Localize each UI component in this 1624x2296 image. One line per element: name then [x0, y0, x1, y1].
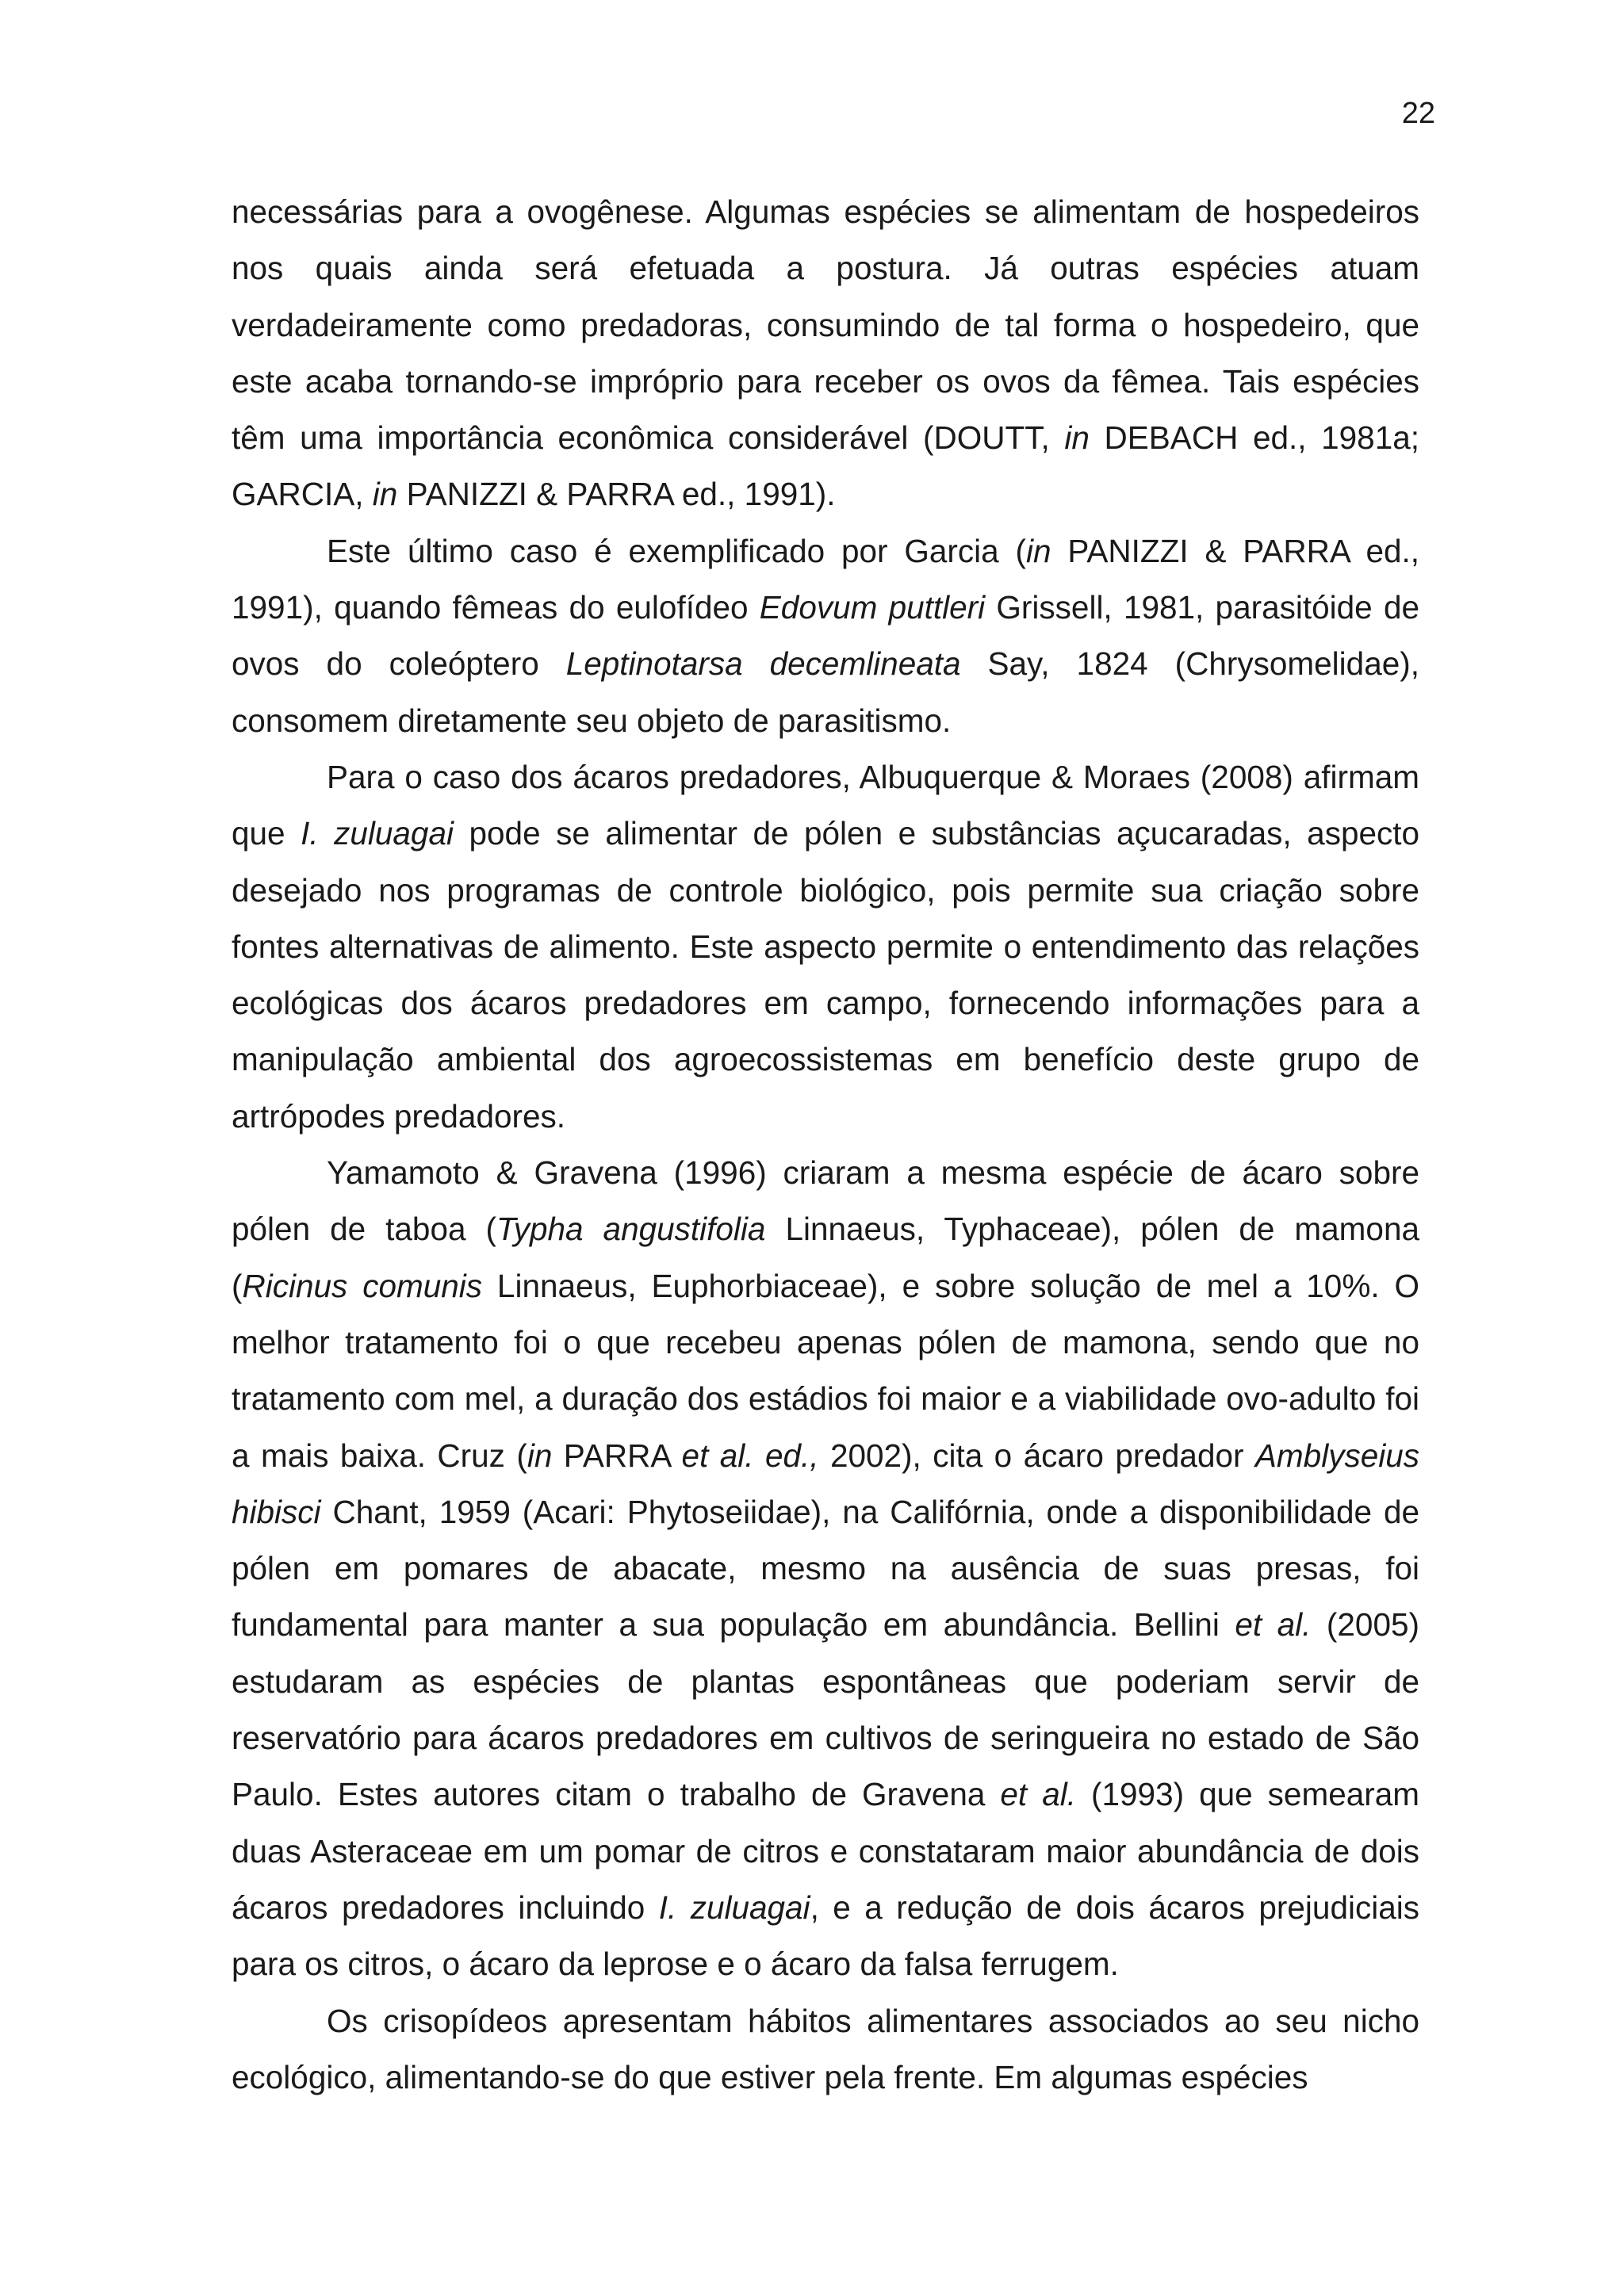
text-run: Linnaeus, Typhaceae), pólen de mamona (: [232, 1211, 1419, 1304]
italic-term: I. zuluagai: [658, 1888, 810, 1926]
text-run: PANIZZI & PARRA ed., 1991).: [397, 476, 836, 513]
italic-term: et al.: [1000, 1776, 1076, 1813]
italic-term: in: [1025, 532, 1051, 569]
text-run: DEBACH ed., 1981a; GARCIA,: [232, 419, 1419, 513]
italic-term: Typha angustifolia: [496, 1211, 766, 1248]
italic-term: in: [372, 476, 398, 513]
paragraph: [232, 523, 1419, 749]
italic-term: et al.: [1235, 1606, 1312, 1644]
italic-term: Leptinotarsa decemlineata: [565, 645, 961, 683]
text-run: 2002), cita o ácaro predador: [818, 1437, 1255, 1474]
italic-term: in: [527, 1437, 553, 1474]
text-run: Para o caso dos ácaros predadores, Albuquerque & Moraes (2008) afirmam que: [232, 758, 1419, 852]
paragraph: [232, 749, 1419, 1145]
text-run: , e a redução de dois ácaros prejudiciais para os citros, o ácaro da leprose e o ácaro da falsa ferrugem.: [232, 1888, 1419, 1983]
text-run: necessárias para a ovogênese. Algumas espécies se alimentam de hospedeiros nos quais ainda será efetuada a postura. Já outras espécies atuam verdadeiramente como predadoras, consumindo de tal forma o hospedeiro, que este acaba tornando-se impróprio para receber os ovos da fêmea. Tais espécies têm uma importância econômica considerável (DOUTT,: [232, 193, 1419, 457]
text-run: pode se alimentar de pólen e substâncias açucaradas, aspecto desejado nos programas de controle biológico, pois permite sua criação sobre fontes alternativas de alimento. Este aspecto permite o entendimento das relações ecológicas dos ácaros predadores em campo, fornecendo informações para a manipulação ambiental dos agroecossistemas em benefício deste grupo de artrópodes predadores.: [232, 815, 1420, 1135]
text-run: Yamamoto & Gravena (1996) criaram a mesma espécie de ácaro sobre pólen de taboa (: [232, 1154, 1419, 1248]
text-run: Os crisopídeos apresentam hábitos alimentares associados ao seu nicho ecológico, alimentando-se do que estiver pela frente. Em algumas espécies: [232, 2002, 1419, 2095]
paragraph: [232, 184, 1419, 523]
text-run: Say, 1824 (Chrysomelidae), consomem diretamente seu objeto de parasitismo.: [232, 645, 1419, 739]
italic-term: I. zuluagai: [301, 815, 454, 852]
body-text: [232, 184, 1419, 2106]
text-run: PANIZZI & PARRA ed., 1991), quando fêmeas do eulofídeo: [232, 532, 1419, 626]
italic-term: in: [1064, 419, 1090, 457]
text-run: Grissell, 1981, parasitóide de ovos do coleóptero: [232, 589, 1419, 683]
text-run: Este último caso é exemplificado por Garcia (: [327, 532, 1026, 569]
italic-term: et al. ed.,: [681, 1437, 819, 1474]
italic-term: Ricinus comunis: [242, 1267, 483, 1304]
paragraph: [232, 1993, 1419, 2107]
italic-term: Amblyseius hibisci: [232, 1437, 1419, 1530]
text-run: Chant, 1959 (Acari: Phytoseiidae), na Califórnia, onde a disponibilidade de pólen em pomares de abacate, mesmo na ausência de suas presas, foi fundamental para manter a sua população em abundância. Bellini: [232, 1493, 1419, 1644]
paragraph: [232, 1145, 1419, 1992]
text-run: Linnaeus, Euphorbiaceae), e sobre solução de mel a 10%. O melhor tratamento foi o que recebeu apenas pólen de mamona, sendo que no tratamento com mel, a duração dos estádios foi maior e a viabilidade ovo-adulto foi a mais baixa. Cruz (: [232, 1267, 1419, 1474]
text-run: (2005) estudaram as espécies de plantas espontâneas que poderiam servir de reservatório para ácaros predadores em cultivos de seringueira no estado de São Paulo. Estes autores citam o trabalho de Gravena: [232, 1606, 1419, 1813]
text-run: PARRA: [552, 1437, 682, 1474]
italic-term: Edovum puttleri: [759, 589, 986, 626]
page-number: 22: [1401, 97, 1435, 130]
text-run: (1993) que semearam duas Asteraceae em um pomar de citros e constataram maior abundância de dois ácaros predadores incluindo: [232, 1776, 1419, 1926]
